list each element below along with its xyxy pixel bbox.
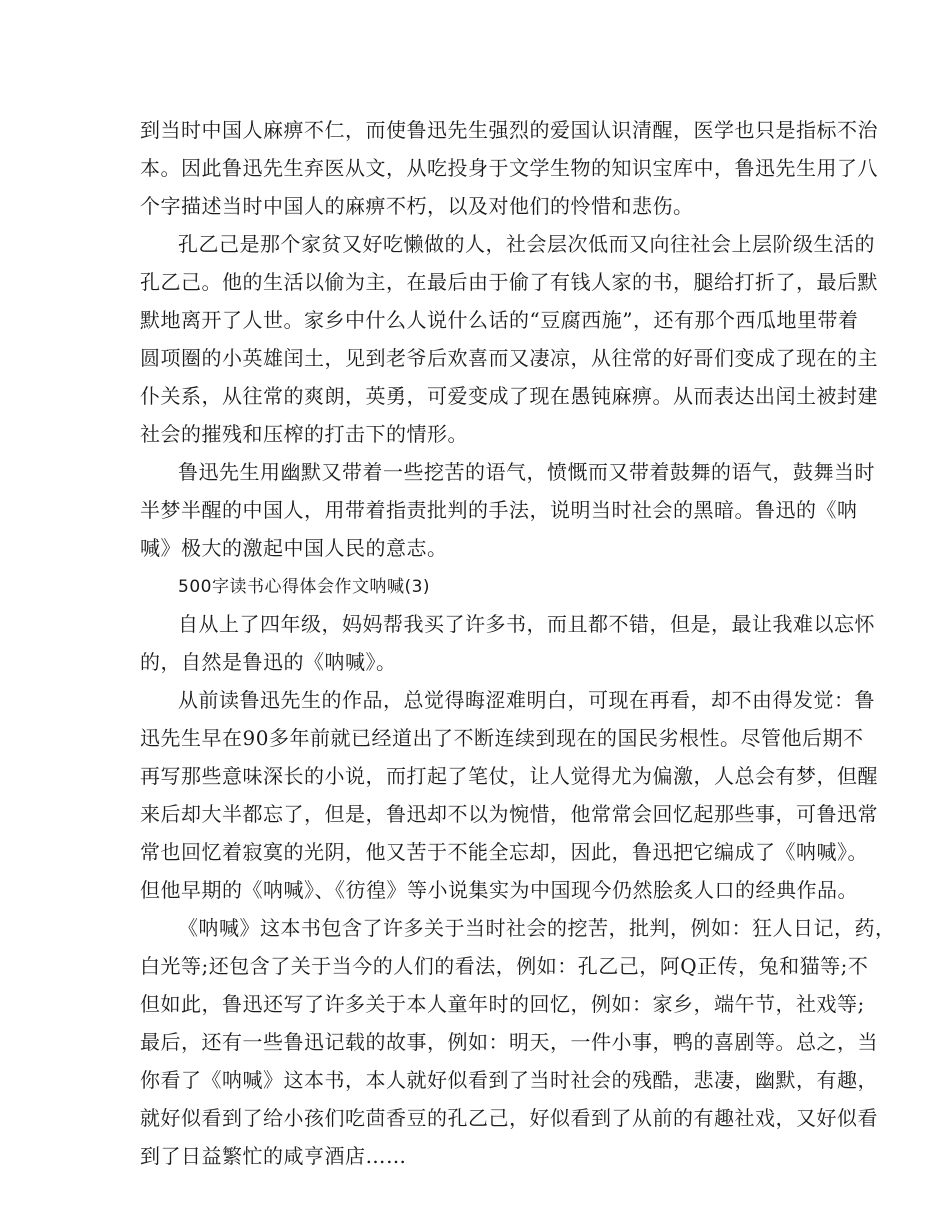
text-line: 迅先生早在90多年前就已经道出了不断连续到现在的国民劣根性。尽管他后期不 xyxy=(140,726,864,750)
text-line: 圆项圈的小英雄闰土，见到老爷后欢喜而又凄凉，从往常的好哥们变成了现在的主 xyxy=(140,346,878,370)
text-line: 白光等;还包含了关于当今的人们的看法，例如：孔乙己，阿Q正传，兔和猫等;不 xyxy=(140,954,869,978)
text-line: 来后却大半都忘了，但是，鲁迅却不以为惋惜，他常常会回忆起那些事，可鲁迅常 xyxy=(140,802,878,826)
text-line: 喊》极大的激起中国人民的意志。 xyxy=(140,536,448,560)
text-line: 本。因此鲁迅先生弃医从文，从吃投身于文学生物的知识宝库中，鲁迅先生用了八 xyxy=(140,156,878,180)
text-line: 的，自然是鲁迅的《呐喊》。 xyxy=(140,650,397,674)
section-heading: 500字读书心得体会作文呐喊(3) xyxy=(178,577,431,597)
text-line: 孔乙己。他的生活以偷为主，在最后由于偷了有钱人家的书，腿给打折了，最后默 xyxy=(140,270,878,294)
text-line: 但如此，鲁迅还写了许多关于本人童年时的回忆，例如：家乡，端午节，社戏等; xyxy=(140,992,865,1016)
text-line: 最后，还有一些鲁迅记载的故事，例如：明天，一件小事，鸭的喜剧等。总之，当 xyxy=(140,1030,878,1054)
text-line: 个字描述当时中国人的麻痹不朽，以及对他们的怜惜和悲伤。 xyxy=(140,194,694,218)
text-line: 就好似看到了给小孩们吃茴香豆的孔乙己，好似看到了从前的有趣社戏，又好似看 xyxy=(140,1106,878,1130)
text-line: 默地离开了人世。家乡中什么人说什么话的“豆腐西施”，还有那个西瓜地里带着 xyxy=(140,308,859,332)
text-line: 半梦半醒的中国人，用带着指责批判的手法，说明当时社会的黑暗。鲁迅的《呐 xyxy=(140,498,858,522)
text-line: 仆关系，从往常的爽朗，英勇，可爱变成了现在愚钝麻痹。从而表达出闰土被封建 xyxy=(140,384,878,408)
text-line: 你看了《呐喊》这本书，本人就好似看到了当时社会的残酷，悲凄，幽默，有趣， xyxy=(140,1068,878,1092)
text-line: 常也回忆着寂寞的光阴，他又苦于不能全忘却，因此，鲁迅把它编成了《呐喊》。 xyxy=(140,840,868,864)
text-line: 社会的摧残和压榨的打击下的情形。 xyxy=(140,422,468,446)
text-line: 到了日益繁忙的咸亨酒店…… xyxy=(140,1144,407,1168)
text-line: 但他早期的《呐喊》、《彷徨》等小说集实为中国现今仍然脍炙人口的经典作品。 xyxy=(140,878,858,902)
paragraph-start-line: 孔乙己是那个家贫又好吃懒做的人，社会层次低而又向往社会上层阶级生活的 xyxy=(178,232,875,256)
paragraph-start-line: 《呐喊》这本书包含了许多关于当时社会的挖苦，批判，例如：狂人日记，药， xyxy=(178,916,896,940)
paragraph-start-line: 鲁迅先生用幽默又带着一些挖苦的语气，愤慨而又带着鼓舞的语气，鼓舞当时 xyxy=(178,460,875,484)
text-line: 到当时中国人麻痹不仁，而使鲁迅先生强烈的爱国认识清醒，医学也只是指标不治 xyxy=(140,118,878,142)
paragraph-start-line: 自从上了四年级，妈妈帮我买了许多书，而且都不错，但是，最让我难以忘怀 xyxy=(178,612,875,636)
text-line: 再写那些意味深长的小说，而打起了笔仗，让人觉得尤为偏激，人总会有梦，但醒 xyxy=(140,764,878,788)
paragraph-start-line: 从前读鲁迅先生的作品，总觉得晦涩难明白，可现在再看，却不由得发觉：鲁 xyxy=(178,688,875,712)
